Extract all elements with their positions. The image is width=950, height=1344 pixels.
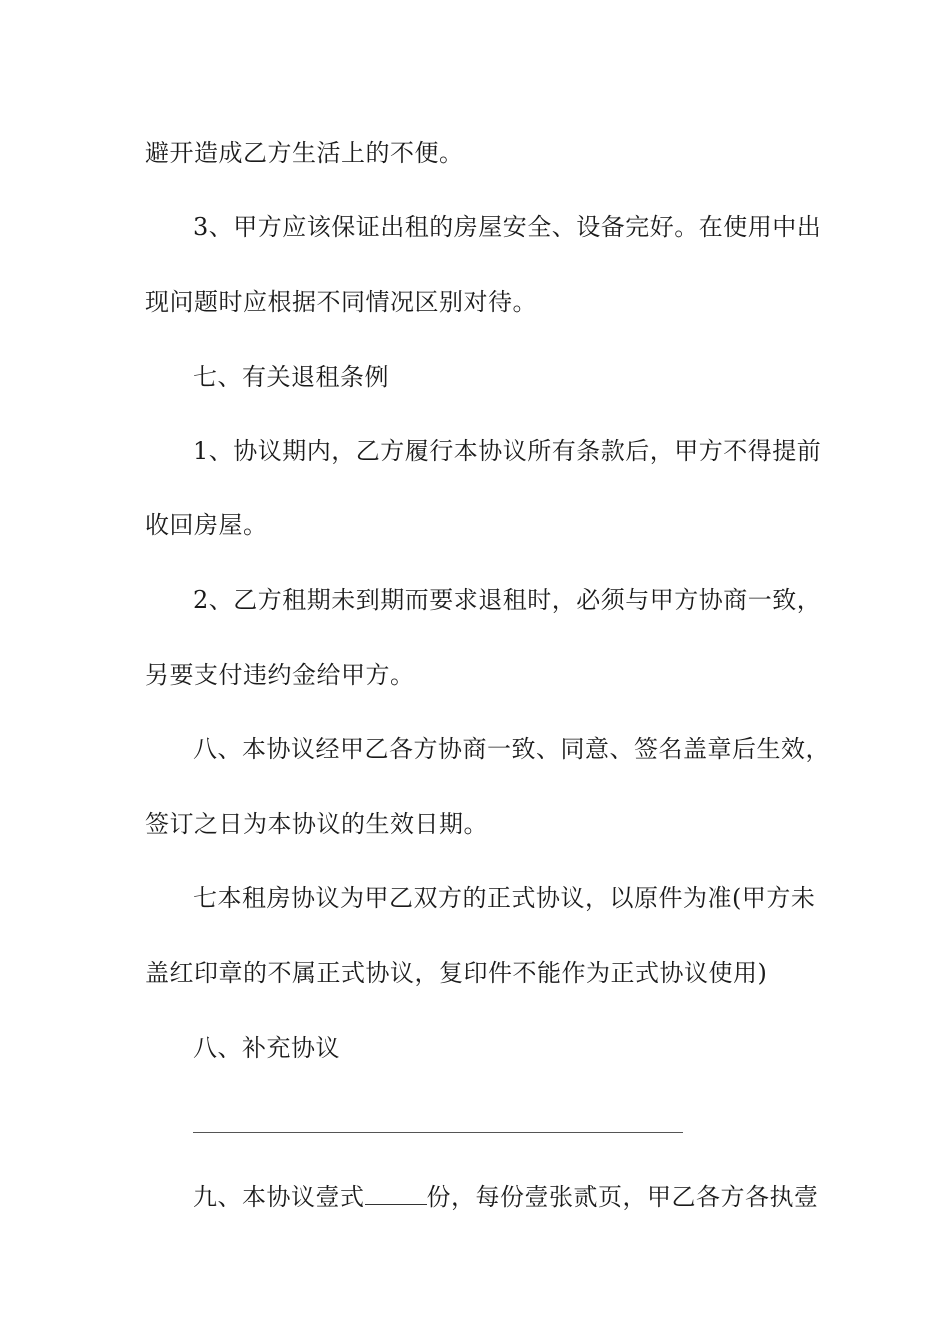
paragraph-line: 避开造成乙方生活上的不便。: [145, 139, 464, 167]
section-heading: 八、补充协议: [193, 1034, 340, 1062]
copies-blank: [365, 1182, 427, 1205]
paragraph-line: 另要支付违约金给甲方。: [145, 661, 415, 689]
paragraph-line: 3、甲方应该保证出租的房屋安全、设备完好。在使用中出: [193, 213, 822, 241]
paragraph-line: 八、本协议经甲乙各方协商一致、同意、签名盖章后生效，: [193, 735, 830, 763]
paragraph-line: 2、乙方租期未到期而要求退租时，必须与甲方协商一致，: [193, 586, 822, 614]
supplementary-blank-line: [193, 1132, 683, 1133]
paragraph-line: 现问题时应根据不同情况区别对待。: [145, 288, 537, 316]
paragraph-line: 收回房屋。: [145, 511, 268, 539]
copies-text-after: 份，每份壹张贰页，甲乙各方各执壹: [426, 1183, 819, 1211]
paragraph-line: 签订之日为本协议的生效日期。: [145, 810, 488, 838]
paragraph-line: 盖红印章的不属正式协议，复印件不能作为正式协议使用): [145, 959, 768, 987]
paragraph-line: [193, 1182, 819, 1212]
paragraph-line: 1、协议期内，乙方履行本协议所有条款后，甲方不得提前: [193, 437, 822, 465]
paragraph-line: 七本租房协议为甲乙双方的正式协议，以原件为准(甲方未: [193, 884, 816, 912]
section-heading: 七、有关退租条例: [193, 363, 389, 391]
copies-text-before: 九、本协议壹式: [193, 1183, 365, 1211]
